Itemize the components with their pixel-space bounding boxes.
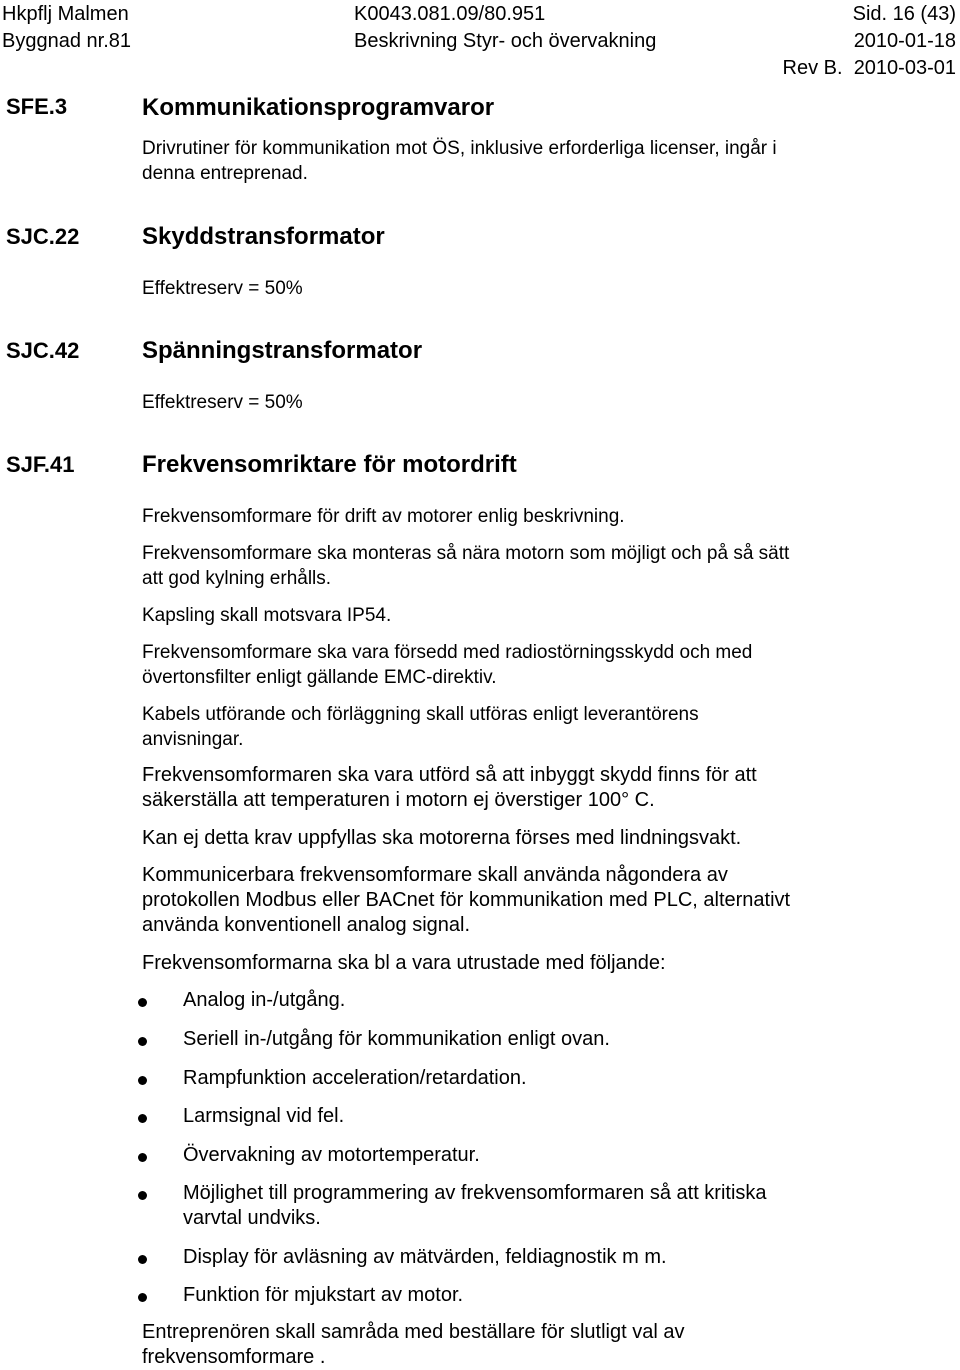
list-item-text: Larmsignal vid fel. (183, 1105, 345, 1127)
list-item-text: Display för avläsning av mätvärden, feldiagnostik m m. (183, 1246, 667, 1268)
header-revision (783, 56, 956, 80)
section-code: SFE.3 (6, 94, 68, 119)
list-item-text: Analog in-/utgång. (183, 989, 346, 1011)
header-company: Hkpflj Malmen (2, 3, 129, 25)
header-rev-date: 2010-03-01 (853, 57, 956, 79)
section-title: Spänningstransformator (142, 337, 423, 364)
section-code: SJC.22 (6, 224, 80, 249)
bullet-icon (138, 998, 147, 1007)
bullet-icon (138, 1293, 147, 1302)
paragraph: Frekvensomformaren ska vara utförd så att inbyggt skydd finns för att säkerställa att temperaturen i motorn ej överstiger 100° C. (142, 764, 757, 811)
header-building: Byggnad nr.81 (2, 30, 131, 52)
header-rev-label: Rev B. (782, 57, 843, 79)
header-date: 2010-01-18 (853, 30, 956, 52)
list-item-text: Övervakning av motortemperatur. (183, 1144, 480, 1166)
bullet-icon (138, 1255, 147, 1264)
paragraph: Effektreserv = 50% (142, 392, 303, 413)
paragraph: Frekvensomformare för drift av motorer enlig beskrivning. (142, 506, 625, 527)
bullet-icon (138, 1114, 147, 1123)
bullet-icon (138, 1191, 147, 1200)
header-page-number: Sid. 16 (43) (852, 3, 956, 25)
closing-paragraph: Entreprenören skall samråda med beställare för slutligt val av frekvensomformare . (142, 1321, 685, 1368)
paragraph: Frekvensomformare ska monteras så nära motorn som möjligt och på så sätt att god kylning erhålls. (142, 543, 790, 589)
header-doc-number: K0043.081.09/80.951 (354, 3, 546, 25)
paragraph: Frekvensomformarna ska bl a vara utrustade med följande: (142, 952, 666, 974)
paragraph: Frekvensomformare ska vara försedd med radiostörningsskydd och med övertonsfilter enligt gällande EMC-direktiv. (142, 642, 753, 688)
section-code: SJF.41 (6, 452, 75, 477)
paragraph: Drivrutiner för kommunikation mot ÖS, inklusive erforderliga licenser, ingår i denna entreprenad. (142, 138, 777, 184)
list-item-text: Möjlighet till programmering av frekvensomformaren så att kritiska varvtal undviks. (183, 1182, 767, 1229)
section-title: Kommunikationsprogramvaror (142, 94, 495, 121)
bullet-icon (138, 1076, 147, 1085)
section-title: Frekvensomriktare för motordrift (142, 451, 517, 478)
paragraph: Kapsling skall motsvara IP54. (142, 605, 392, 626)
paragraph: Kabels utförande och förläggning skall utföras enligt leverantörens anvisningar. (142, 704, 699, 750)
paragraph: Kommunicerbara frekvensomformare skall använda någondera av protokollen Modbus eller BACnet för kommunikation med PLC, alternativt använda konventionell analog signal. (142, 864, 791, 936)
bullet-icon (138, 1153, 147, 1162)
list-item-text: Funktion för mjukstart av motor. (183, 1284, 464, 1306)
paragraph: Kan ej detta krav uppfyllas ska motorerna förses med lindningsvakt. (142, 827, 742, 849)
section-title: Skyddstransformator (142, 223, 385, 250)
bullet-icon (138, 1037, 147, 1046)
header-description: Beskrivning Styr- och övervakning (354, 30, 657, 52)
section-code: SJC.42 (6, 338, 80, 363)
list-item-text: Rampfunktion acceleration/retardation. (183, 1067, 527, 1089)
list-item-text: Seriell in-/utgång för kommunikation enligt ovan. (183, 1028, 610, 1050)
paragraph: Effektreserv = 50% (142, 278, 303, 299)
